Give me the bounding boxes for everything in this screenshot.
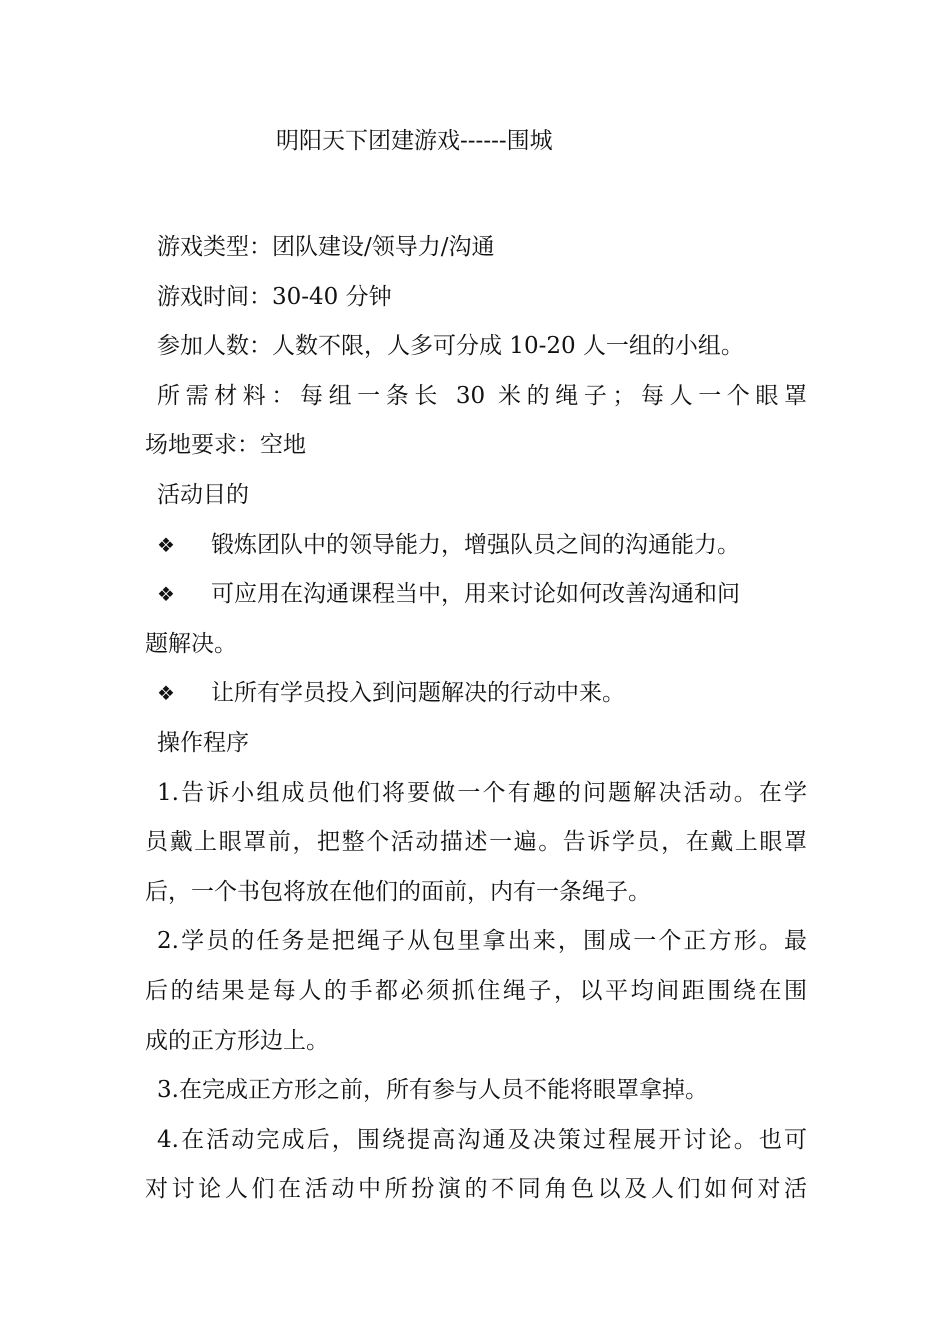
bullet-diamond-icon: ❖ bbox=[157, 582, 175, 607]
game-type-line: 游戏类型：团队建设/领导力/沟通 bbox=[157, 234, 495, 260]
procedure-step-4-continuation: 对讨论人们在活动中所扮演的不同角色以及人们如何对活 bbox=[145, 1176, 807, 1203]
procedure-step-1-continuation: 员戴上眼罩前，把整个活动描述一遍。告诉学员，在戴上眼罩 bbox=[145, 829, 807, 856]
objective-text: 可应用在沟通课程当中，用来讨论如何改善沟通和问 bbox=[211, 581, 740, 608]
document-title: 明阳天下团建游戏------围城 bbox=[276, 128, 553, 154]
bullet-diamond-icon: ❖ bbox=[157, 532, 175, 557]
venue-line: 场地要求：空地 bbox=[145, 432, 306, 459]
procedure-step-2-continuation: 成的正方形边上。 bbox=[145, 1027, 329, 1054]
objective-text-continuation: 题解决。 bbox=[145, 630, 237, 657]
procedure-step-1: 1.告诉小组成员他们将要做一个有趣的问题解决活动。在学 bbox=[157, 779, 807, 806]
procedure-step-1-continuation: 后，一个书包将放在他们的面前，内有一条绳子。 bbox=[145, 878, 651, 905]
procedure-step-3: 3.在完成正方形之前，所有参与人员不能将眼罩拿掉。 bbox=[157, 1077, 708, 1104]
procedure-step-4: 4.在活动完成后，围绕提高沟通及决策过程展开讨论。也可 bbox=[157, 1126, 807, 1153]
objective-item bbox=[145, 669, 807, 719]
bullet-diamond-icon: ❖ bbox=[157, 681, 175, 706]
materials-line: 所需材料：每组一条长 30 米的绳子；每人一个眼罩 bbox=[157, 382, 807, 409]
procedure-step-2: 2.学员的任务是把绳子从包里拿出来，围成一个正方形。最 bbox=[157, 928, 807, 955]
participants-line: 参加人数：人数不限，人多可分成 10-20 人一组的小组。 bbox=[157, 333, 744, 360]
objective-item bbox=[145, 521, 807, 571]
objective-text: 让所有学员投入到问题解决的行动中来。 bbox=[211, 680, 625, 707]
document-body bbox=[145, 223, 807, 1215]
objective-item bbox=[145, 570, 807, 620]
procedure-heading: 操作程序 bbox=[157, 729, 249, 756]
procedure-step-2-continuation: 后的结果是每人的手都必须抓住绳子，以平均间距围绕在围 bbox=[145, 977, 807, 1004]
objective-text: 锻炼团队中的领导能力，增强队员之间的沟通能力。 bbox=[211, 531, 740, 558]
objectives-heading: 活动目的 bbox=[157, 481, 249, 508]
game-time-line: 游戏时间：30-40 分钟 bbox=[157, 283, 392, 310]
